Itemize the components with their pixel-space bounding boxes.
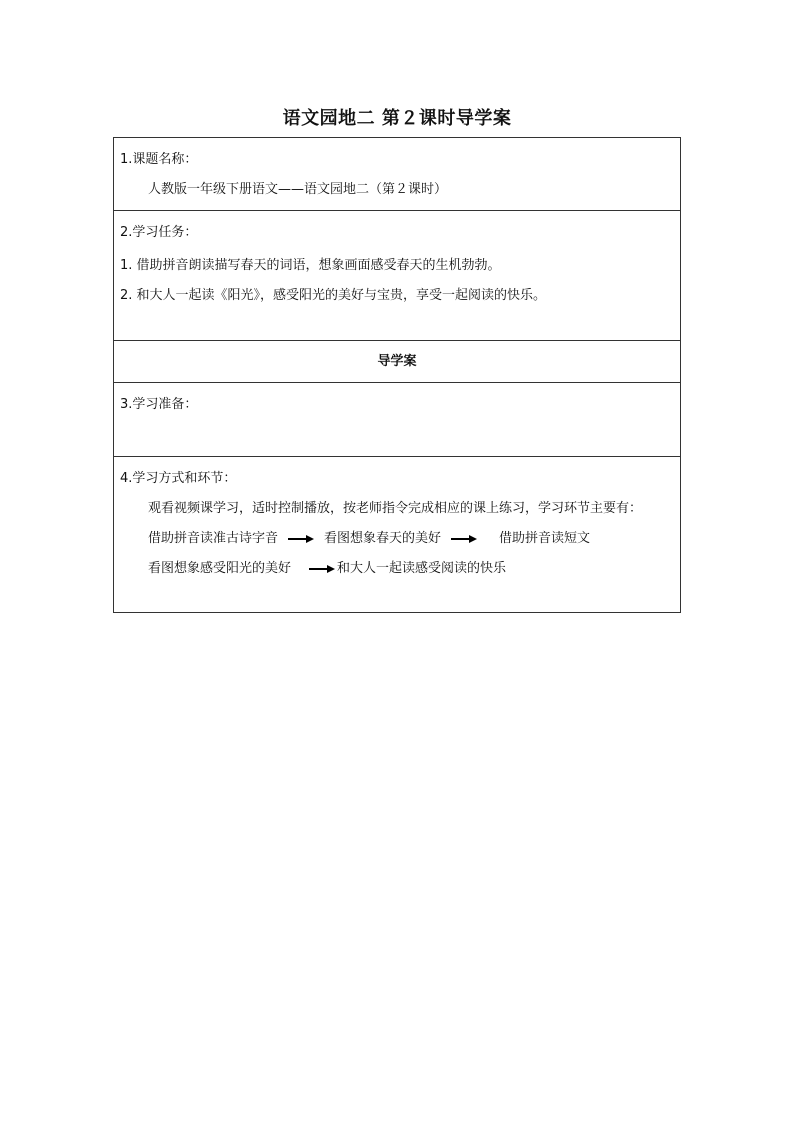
learning-methods-paragraph: 观看视频课学习，适时控制播放，按老师指令完成相应的课上练习，学习环节主要有：: [148, 501, 643, 516]
page-title: 语文园地二 第２课时导学案: [282, 108, 512, 129]
course-name-heading: 1.课题名称：: [120, 152, 198, 167]
flow-row-2: [120, 560, 674, 578]
row-learning-tasks: [114, 211, 681, 341]
right-arrow-icon: [309, 565, 335, 573]
right-arrow-icon: [288, 535, 314, 543]
flow-step-2: 看图想象春天的美好: [324, 531, 442, 546]
learning-tasks-heading: 2.学习任务：: [120, 225, 198, 240]
flow-row-1: [120, 530, 674, 548]
flow-step-5: 和大人一起读感受阅读的快乐: [337, 561, 507, 576]
task-item-2: 2. 和大人一起读《阳光》，感受阳光的美好与宝贵，享受一起阅读的快乐。: [120, 288, 547, 303]
lesson-plan-table: [113, 137, 681, 613]
row-preparation: [114, 383, 681, 457]
right-arrow-icon: [451, 535, 477, 543]
preparation-heading: 3.学习准备：: [120, 397, 198, 412]
row-course-name: [114, 138, 681, 211]
row-guide-header: [114, 341, 681, 383]
flow-step-1: 借助拼音读准古诗字音: [148, 531, 279, 546]
row-learning-methods: [114, 457, 681, 613]
flow-step-3: 借助拼音读短文: [499, 531, 591, 546]
flow-step-4: 看图想象感受阳光的美好: [148, 561, 292, 576]
cell-course-name: [114, 138, 681, 211]
learning-methods-heading: 4.学习方式和环节：: [120, 471, 237, 486]
cell-learning-methods: [114, 457, 681, 613]
task-item-1: 1. 借助拼音朗读描写春天的词语，想象画面感受春天的生机勃勃。: [120, 258, 501, 273]
guide-header: 导学案: [114, 341, 681, 383]
course-name-value: 人教版一年级下册语文——语文园地二（第２课时）: [148, 182, 448, 197]
cell-learning-tasks: [114, 211, 681, 341]
cell-preparation: [114, 383, 681, 457]
